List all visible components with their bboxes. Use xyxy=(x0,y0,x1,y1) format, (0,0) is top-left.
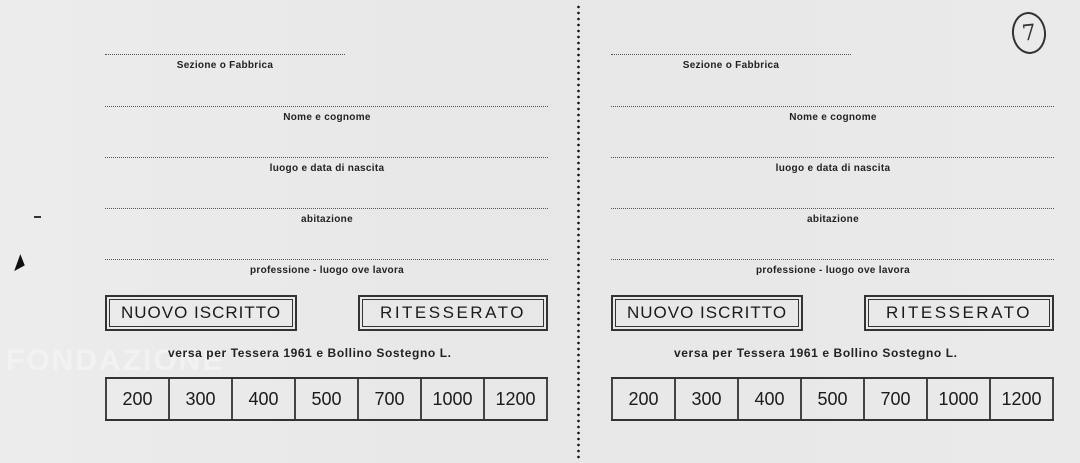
payment-text: versa per Tessera 1961 e Bollino Sostegno L. xyxy=(168,346,452,360)
fill-line xyxy=(105,208,548,209)
card-right xyxy=(506,0,1046,463)
renewed-box[interactable]: RITESSERATO xyxy=(358,295,548,331)
amount-cell[interactable]: 1000 xyxy=(420,379,483,419)
amount-row xyxy=(611,377,1054,421)
field-label: abitazione xyxy=(807,214,859,225)
fill-line xyxy=(105,54,345,55)
amount-cell[interactable]: 400 xyxy=(737,379,800,419)
renewed-box[interactable]: RITESSERATO xyxy=(864,295,1054,331)
new-member-box[interactable]: NUOVO ISCRITTO xyxy=(105,295,297,331)
field-label: abitazione xyxy=(301,214,353,225)
watermark: FONDAZIONE xyxy=(6,344,225,377)
fill-line xyxy=(611,106,1054,107)
fill-line xyxy=(105,106,548,107)
fill-line xyxy=(611,157,1054,158)
amount-cell[interactable]: 1200 xyxy=(483,379,548,419)
fill-line xyxy=(105,259,548,260)
fill-line xyxy=(611,54,851,55)
field-label: Sezione o Fabbrica xyxy=(682,60,780,71)
amount-cell[interactable]: 1200 xyxy=(989,379,1054,419)
amount-cell[interactable]: 1000 xyxy=(926,379,989,419)
field-label: Nome e cognome xyxy=(283,112,371,123)
amount-cell[interactable]: 200 xyxy=(611,379,674,419)
amount-cell[interactable]: 300 xyxy=(168,379,231,419)
handwritten-number: 7 xyxy=(1010,10,1048,55)
field-label: luogo e data di nascita xyxy=(775,163,891,174)
amount-cell[interactable]: 300 xyxy=(674,379,737,419)
amount-cell[interactable]: 400 xyxy=(231,379,294,419)
amount-cell[interactable]: 700 xyxy=(357,379,420,419)
amount-cell[interactable]: 500 xyxy=(800,379,863,419)
fill-line xyxy=(611,259,1054,260)
field-label: luogo e data di nascita xyxy=(269,163,385,174)
amount-cell[interactable]: 700 xyxy=(863,379,926,419)
field-label: Nome e cognome xyxy=(789,112,877,123)
amount-cell[interactable]: 500 xyxy=(294,379,357,419)
payment-text: versa per Tessera 1961 e Bollino Sostegno L. xyxy=(674,346,958,360)
field-label: professione - luogo ove lavora xyxy=(249,265,405,276)
field-label: professione - luogo ove lavora xyxy=(755,265,911,276)
fill-line xyxy=(105,157,548,158)
amount-row xyxy=(105,377,548,421)
field-label: Sezione o Fabbrica xyxy=(176,60,274,71)
new-member-box[interactable]: NUOVO ISCRITTO xyxy=(611,295,803,331)
amount-cell[interactable]: 200 xyxy=(105,379,168,419)
fill-line xyxy=(611,208,1054,209)
